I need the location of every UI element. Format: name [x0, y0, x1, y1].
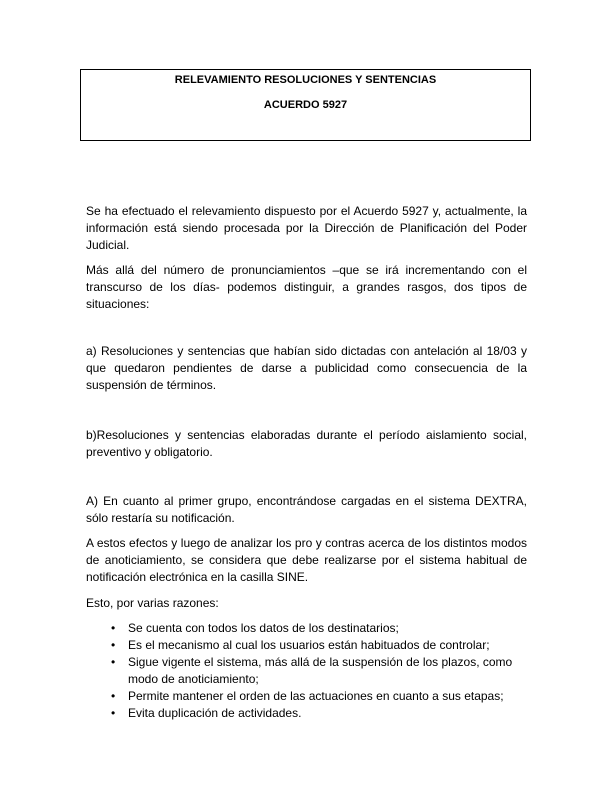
bullet-icon: •	[111, 689, 116, 703]
reasons-list	[86, 620, 527, 722]
paragraph-notification: A estos efectos y luego de analizar los pro y contras acerca de los distintos modos de anoticiamiento, se considera que debe realizarse por el sistema habitual de notificación electrónica en la casilla SINE.	[86, 536, 527, 584]
paragraph-first-group: A) En cuanto al primer grupo, encontrándose cargadas en el sistema DEXTRA, sólo restaría su notificación.	[86, 494, 527, 525]
list-item-text: Sigue vigente el sistema, más allá de la suspensión de los plazos, como modo de anoticiamiento;	[128, 655, 513, 686]
bullet-icon: •	[111, 621, 116, 635]
bullet-icon: •	[111, 655, 116, 669]
list-item-text: Es el mecanismo al cual los usuarios están habituados de controlar;	[128, 638, 490, 652]
paragraph-situations: Más allá del número de pronunciamientos –que se irá incrementando con el transcurso de los días- podemos distinguir, a grandes rasgos, dos tipos de situaciones:	[86, 263, 527, 311]
list-item	[86, 688, 527, 705]
list-item-text: Se cuenta con todos los datos de los destinatarios;	[128, 621, 399, 635]
list-item	[86, 637, 527, 654]
title-box	[80, 69, 531, 141]
paragraph-reasons: Esto, por varias razones:	[86, 596, 219, 610]
document-subtitle: ACUERDO 5927	[263, 99, 348, 111]
list-item	[86, 620, 527, 637]
paragraph-case-a: a) Resoluciones y sentencias que habían sido dictadas con antelación al 18/03 y que quedaron pendientes de darse a publicidad como consecuencia de la suspensión de términos.	[86, 344, 527, 392]
list-item	[86, 654, 527, 688]
paragraph-intro: Se ha efectuado el relevamiento dispuesto por el Acuerdo 5927 y, actualmente, la información está siendo procesada por la Dirección de Planificación del Poder Judicial.	[86, 204, 527, 252]
paragraph-case-b: b)Resoluciones y sentencias elaboradas durante el período aislamiento social, preventivo y obligatorio.	[86, 428, 527, 459]
list-item-text: Permite mantener el orden de las actuaciones en cuanto a sus etapas;	[128, 689, 504, 703]
bullet-icon: •	[111, 638, 116, 652]
list-item	[86, 705, 527, 722]
list-item-text: Evita duplicación de actividades.	[128, 706, 302, 720]
bullet-icon: •	[111, 706, 116, 720]
document-title: RELEVAMIENTO RESOLUCIONES Y SENTENCIAS	[174, 74, 437, 86]
